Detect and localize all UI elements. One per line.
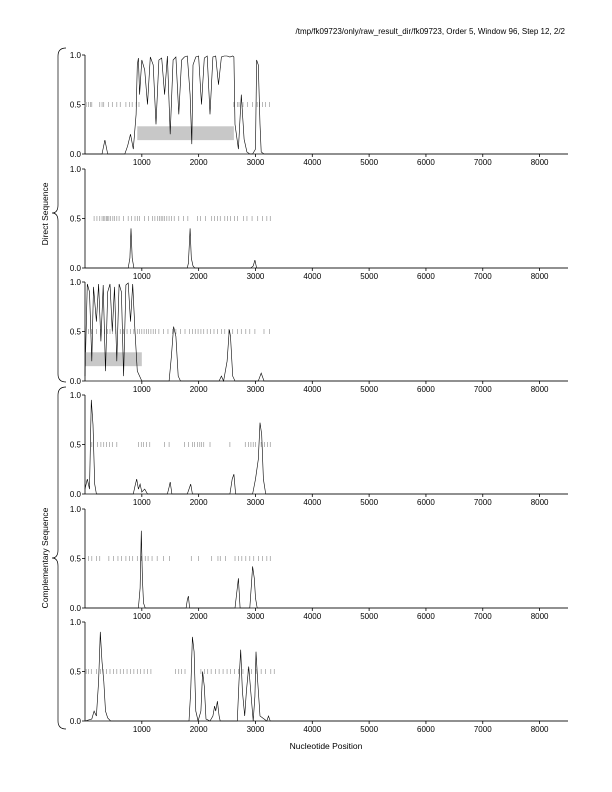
figure-header: /tmp/fk09723/only/raw_result_dir/fk09723, Order 5, Window 96, Step 12, 2/2 [295,27,565,36]
x-tick-label: 6000 [417,158,435,167]
x-tick-label: 3000 [246,612,265,621]
x-tick-label: 1000 [132,498,151,507]
x-tick-label: 2000 [189,725,208,734]
x-tick-label: 1000 [132,272,151,281]
panel-6 [70,618,568,734]
x-tick-label: 2000 [189,612,208,621]
x-tick-label: 5000 [360,272,379,281]
x-tick-label: 1000 [132,158,151,167]
x-tick-label: 4000 [303,612,322,621]
x-tick-label: 4000 [303,498,322,507]
y-tick-label: 0.5 [69,554,81,564]
panel-4 [70,391,568,507]
x-tick-label: 5000 [360,498,379,507]
x-tick-label: 4000 [303,725,322,734]
x-tick-label: 7000 [473,272,492,281]
x-tick-label: 4000 [303,272,322,281]
y-tick-label: 0.5 [69,667,81,677]
x-tick-label: 4000 [303,385,322,394]
x-tick-label: 2000 [189,272,208,281]
y-tick-label: 0.5 [69,327,81,337]
x-tick-label: 7000 [473,158,492,167]
complementary-sequence-bracket [52,387,66,729]
x-tick-label: 3000 [246,158,265,167]
x-tick-label: 8000 [530,612,549,621]
y-tick-label: 0.5 [69,214,81,224]
complementary-sequence-label: Complementary Sequence [40,507,50,609]
series-line [85,632,568,721]
x-tick-label: 1000 [132,725,151,734]
series-line [85,400,568,494]
y-tick-label: 0.0 [69,377,81,386]
x-tick-label: 2000 [189,385,208,394]
panel-2 [70,165,568,281]
panels-group [70,51,568,734]
x-tick-label: 1000 [132,385,151,394]
series-line [85,228,568,268]
panel-1 [70,51,568,167]
x-tick-label: 7000 [473,498,492,507]
x-tick-label: 5000 [360,385,379,394]
series-line [85,531,568,608]
x-tick-label: 6000 [417,385,435,394]
x-tick-label: 2000 [189,498,208,507]
y-tick-label: 1.0 [69,618,81,627]
y-tick-label: 0.0 [69,264,81,273]
x-tick-label: 6000 [417,272,435,281]
x-axis-label: Nucleotide Position [289,741,363,751]
x-tick-label: 1000 [132,612,151,621]
y-tick-label: 0.0 [69,604,81,613]
y-tick-label: 0.5 [69,100,81,110]
y-tick-label: 0.0 [69,150,81,159]
x-tick-label: 5000 [360,612,379,621]
y-tick-label: 1.0 [69,165,81,174]
x-tick-label: 3000 [246,272,265,281]
x-tick-label: 8000 [530,385,549,394]
x-tick-label: 3000 [246,385,265,394]
series-line [85,283,568,381]
x-tick-label: 7000 [473,612,492,621]
y-tick-label: 0.0 [69,717,81,726]
x-tick-label: 6000 [417,725,435,734]
x-tick-label: 8000 [530,725,549,734]
x-tick-label: 3000 [246,498,265,507]
y-tick-label: 1.0 [69,391,81,400]
x-tick-label: 7000 [473,725,492,734]
x-tick-label: 7000 [473,385,492,394]
x-tick-label: 5000 [360,725,379,734]
y-tick-label: 1.0 [69,51,81,60]
x-tick-label: 8000 [530,158,549,167]
x-tick-label: 6000 [417,612,435,621]
x-tick-label: 4000 [303,158,322,167]
y-tick-label: 1.0 [69,505,81,514]
x-tick-label: 3000 [246,725,265,734]
y-tick-label: 1.0 [69,278,81,287]
y-tick-label: 0.5 [69,440,81,450]
highlight-box [85,352,142,366]
x-tick-label: 2000 [189,158,208,167]
x-tick-label: 8000 [530,498,549,507]
x-tick-label: 8000 [530,272,549,281]
direct-sequence-label: Direct Sequence [40,182,50,246]
highlight-box [137,126,234,140]
y-tick-label: 0.0 [69,490,81,499]
direct-sequence-bracket [52,48,66,382]
panel-5 [70,505,568,621]
panel-3 [70,278,568,394]
x-tick-label: 6000 [417,498,435,507]
x-tick-label: 5000 [360,158,379,167]
